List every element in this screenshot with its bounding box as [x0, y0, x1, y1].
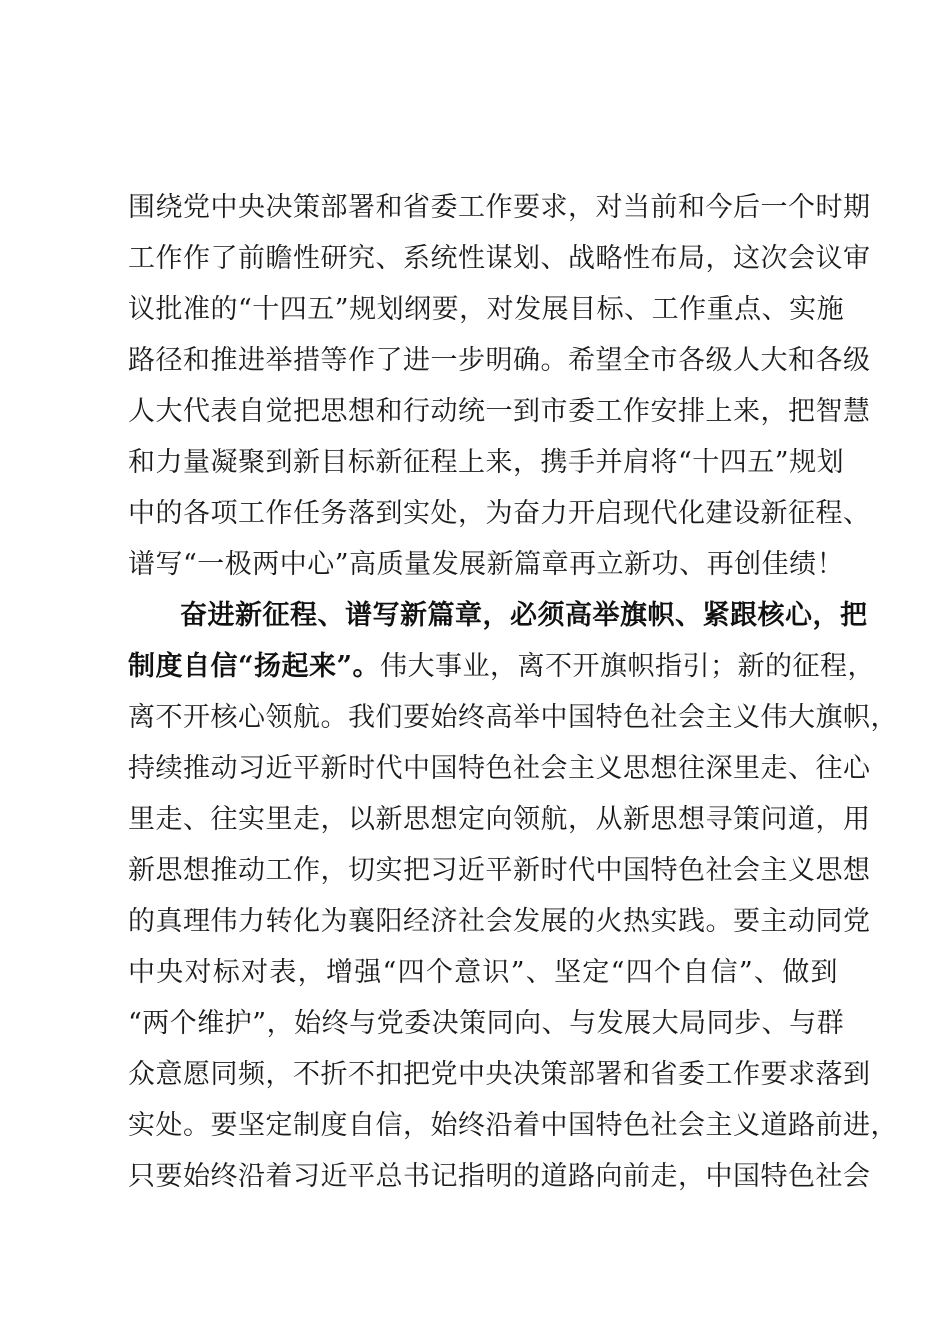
- text-line: 围绕党中央决策部署和省委工作要求，对当前和今后一个时期: [128, 192, 871, 223]
- text-line: 人大代表自觉把思想和行动统一到市委工作安排上来，把智慧: [128, 396, 871, 427]
- text-line: 新思想推动工作，切实把习近平新时代中国特色社会主义思想: [128, 855, 871, 886]
- text-line: 议批准的“十四五”规划纲要，对发展目标、工作重点、实施: [128, 294, 845, 325]
- text-line: 中央对标对表，增强“四个意识”、坚定“四个自信”、做到: [128, 957, 838, 988]
- text-line: [128, 651, 876, 683]
- text-line: 离不开核心领航。我们要始终高举中国特色社会主义伟大旗帜，: [128, 702, 898, 733]
- section-heading-continued: 制度自信“扬起来”。: [128, 651, 381, 682]
- text-line: 持续推动习近平新时代中国特色社会主义思想往深里走、往心: [128, 753, 871, 784]
- text-line: 和力量凝聚到新目标新征程上来，携手并肩将“十四五”规划: [128, 447, 845, 478]
- text-line: 的真理伟力转化为襄阳经济社会发展的火热实践。要主动同党: [128, 906, 871, 937]
- text-line: 只要始终沿着习近平总书记指明的道路向前走，中国特色社会: [128, 1161, 871, 1192]
- section-heading: 奋进新征程、谱写新篇章，必须高举旗帜、紧跟核心，把: [180, 600, 868, 631]
- text-line: 工作作了前瞻性研究、系统性谋划、战略性布局，这次会议审: [128, 243, 871, 274]
- text-line: 路径和推进举措等作了进一步明确。希望全市各级人大和各级: [128, 345, 871, 376]
- text-line: 中的各项工作任务落到实处，为奋力开启现代化建设新征程、: [128, 498, 871, 529]
- text-line: 众意愿同频，不折不扣把党中央决策部署和省委工作要求落到: [128, 1059, 871, 1090]
- text-line: 谱写“一极两中心”高质量发展新篇章再立新功、再创佳绩！: [128, 549, 845, 580]
- text-line: “两个维护”，始终与党委决策同向、与发展大局同步、与群: [128, 1008, 845, 1039]
- text-line: 里走、往实里走，以新思想定向领航，从新思想寻策问道，用: [128, 804, 871, 835]
- text-line: 实处。要坚定制度自信，始终沿着中国特色社会主义道路前进，: [128, 1110, 898, 1141]
- text-run: 伟大事业，离不开旗帜指引；新的征程，: [380, 651, 876, 682]
